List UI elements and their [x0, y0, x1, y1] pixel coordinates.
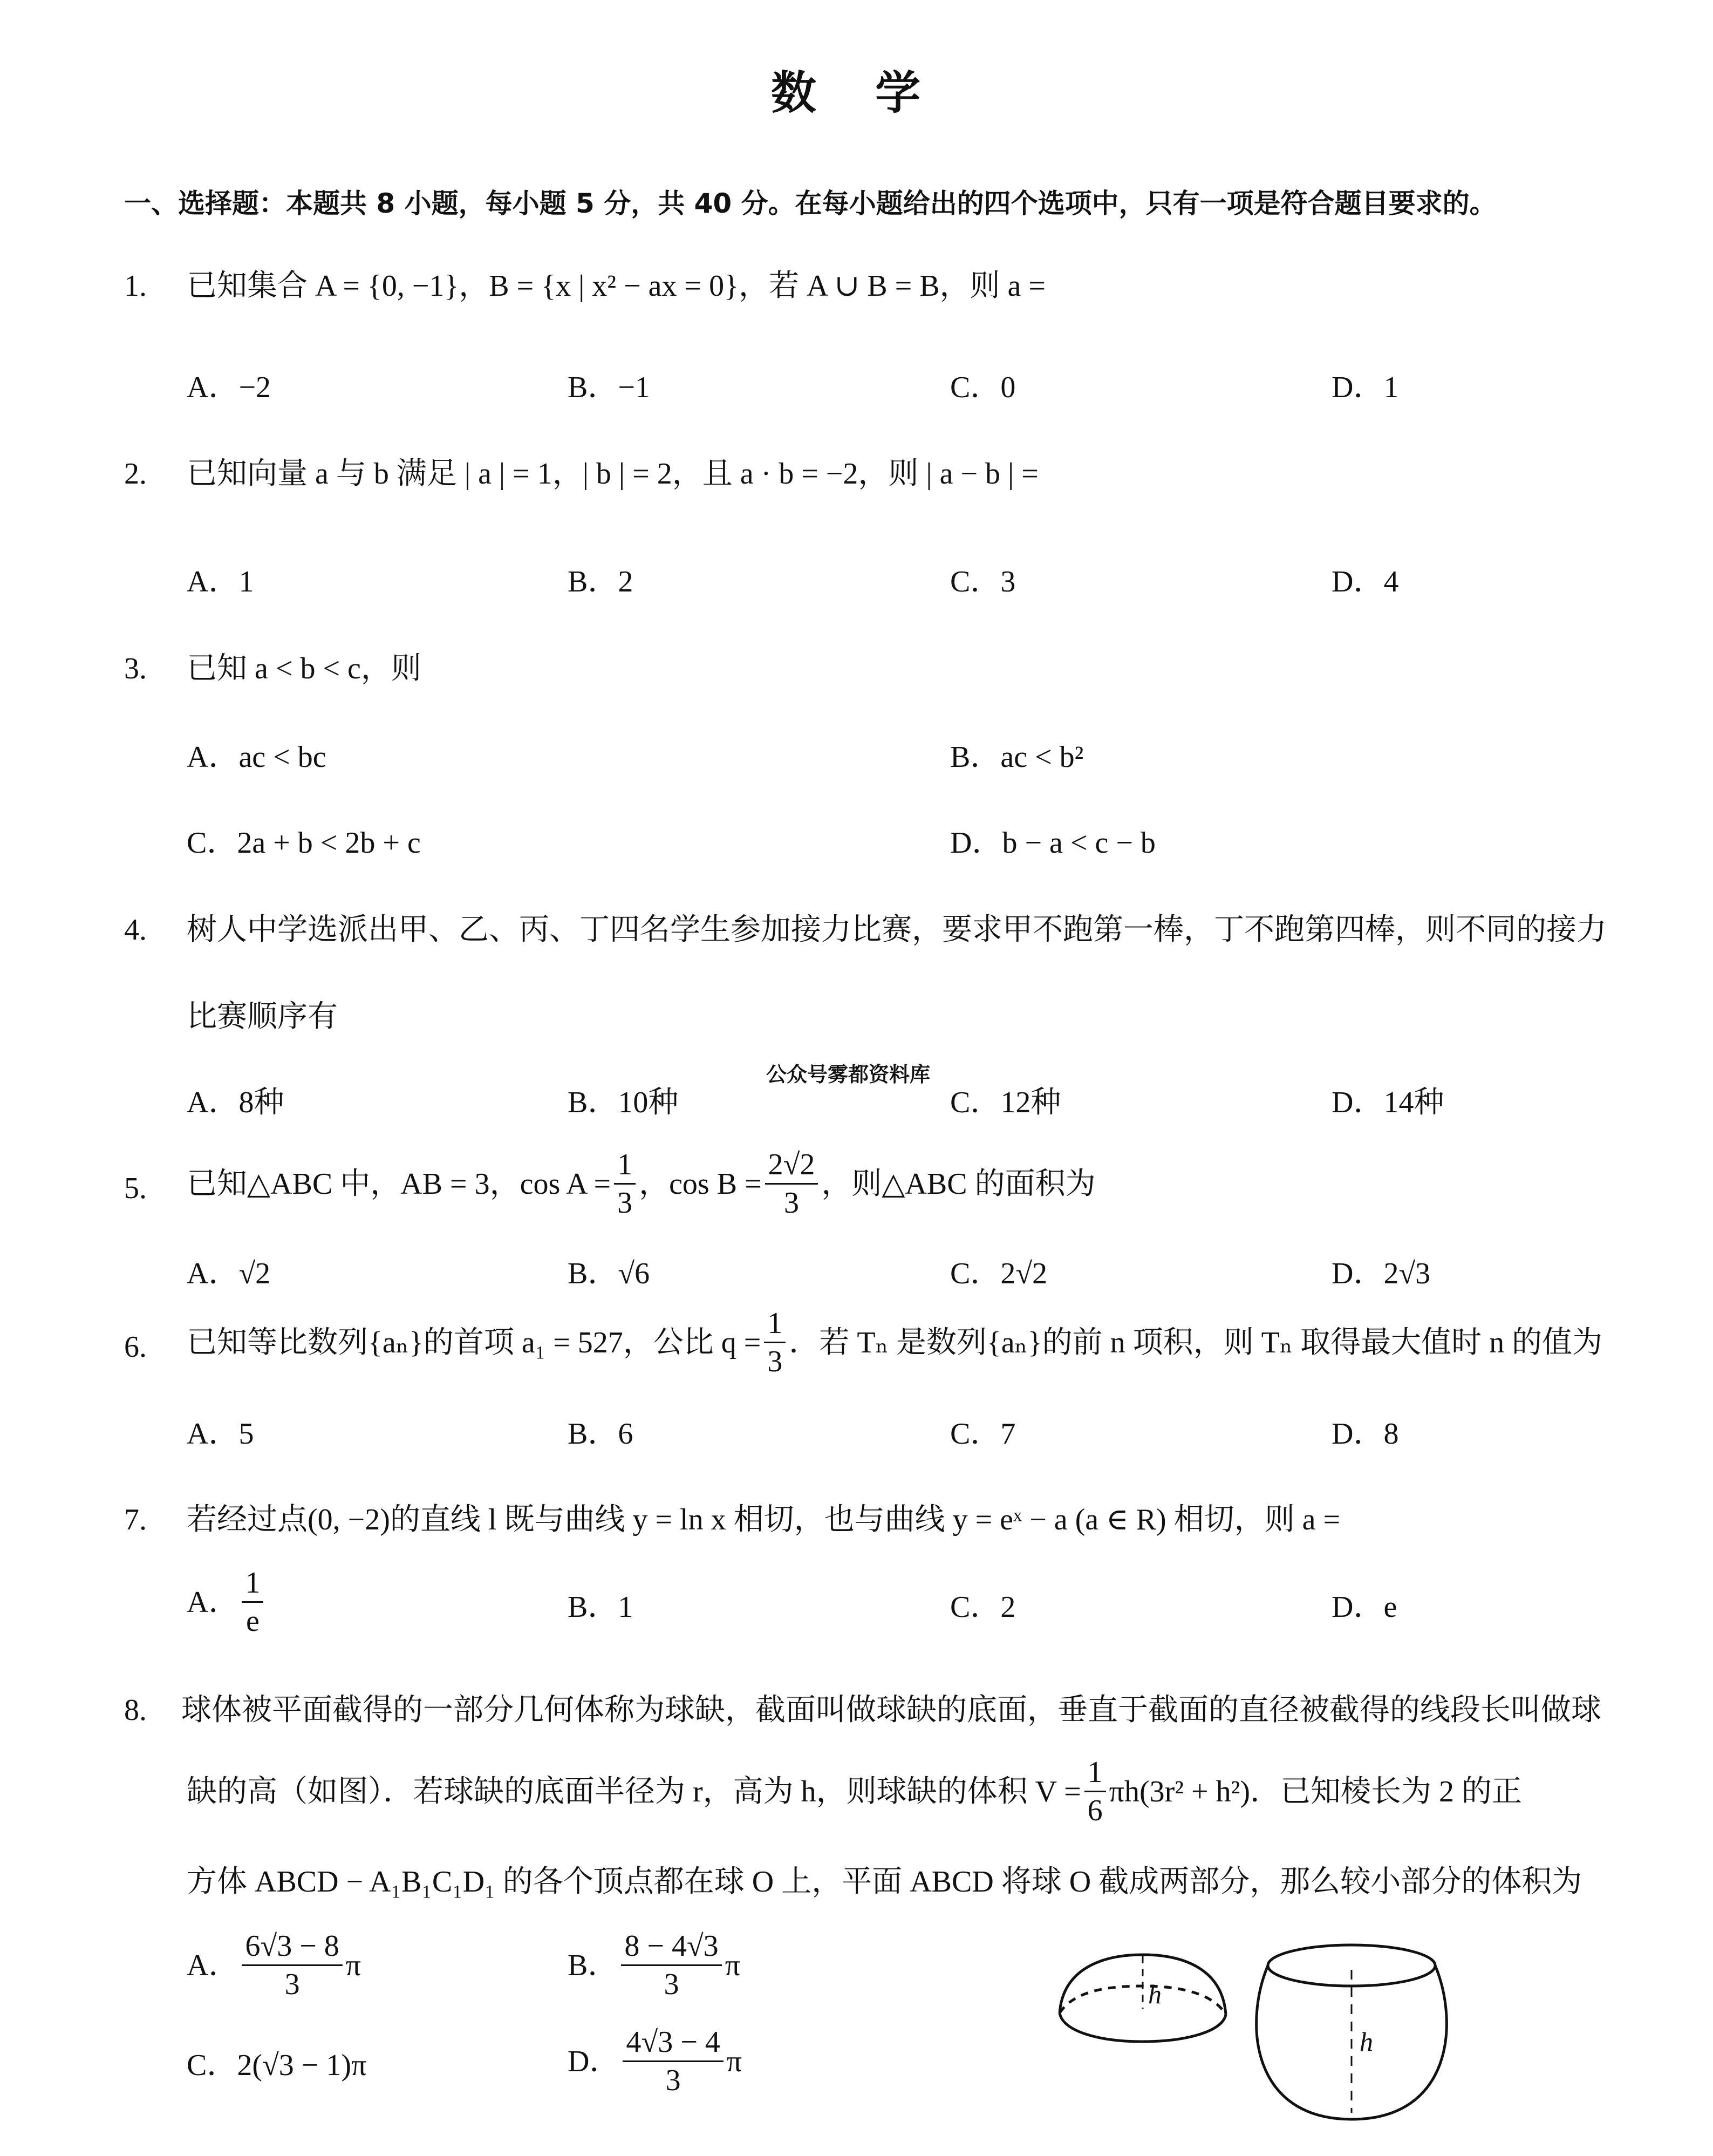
denominator: 3	[784, 1186, 800, 1220]
option-suffix: π	[726, 2044, 742, 2078]
q5-option-a: A．√2	[187, 1257, 271, 1290]
option-suffix: π	[345, 1948, 361, 1982]
q6-number: 6.	[124, 1330, 147, 1364]
numerator: 1	[1084, 1757, 1106, 1792]
q8-option-b	[568, 1931, 740, 1999]
q5-option-c: C．2√2	[950, 1257, 1048, 1290]
q8-line2-part2: πh(3r² + h²)．已知棱长为 2 的正	[1109, 1774, 1523, 1808]
option-label: D．	[568, 2044, 620, 2078]
q2-number: 2.	[124, 457, 147, 491]
q4-number: 4.	[124, 913, 147, 947]
q8-stem-line2	[187, 1757, 1522, 1826]
q7-option-d: D．e	[1332, 1590, 1397, 1624]
q6-stem-part2: ．若 Tₙ 是数列{aₙ}的前 n 项积，则 Tₙ 取得最大值时 n 的值为	[789, 1325, 1603, 1359]
q4-option-a: A．8种	[187, 1086, 284, 1119]
denominator: 3	[284, 1968, 300, 2001]
q8-option-d	[568, 2027, 742, 2096]
q2-option-b: B．2	[568, 565, 633, 598]
q1-option-c: C．0	[950, 371, 1016, 404]
denominator: 3	[617, 1186, 633, 1220]
q6-option-a: A．5	[187, 1417, 254, 1451]
option-fraction	[242, 1931, 342, 1999]
option-label: A．	[187, 1585, 239, 1619]
q5-option-d: D．2√3	[1332, 1257, 1431, 1290]
spherical-cap-figure	[1025, 1916, 1619, 2153]
option-suffix: π	[725, 1948, 740, 1982]
q7-fraction-1-over-e	[242, 1568, 263, 1636]
q3-number: 3.	[124, 652, 147, 685]
q3-stem: 已知 a < b < c，则	[187, 652, 421, 685]
denominator: e	[246, 1604, 260, 1638]
cap-height-label: h	[1148, 1979, 1162, 2009]
q8-number: 8.	[124, 1693, 147, 1727]
q6-stem-part1: 已知等比数列{aₙ}的首项 a₁ = 527，公比 q =	[187, 1325, 761, 1359]
numerator: 1	[614, 1150, 636, 1185]
q6-option-c: C．7	[950, 1417, 1016, 1451]
q7-option-a	[187, 1568, 267, 1636]
q5-fraction-cosA	[614, 1150, 636, 1218]
q5-option-b: B．√6	[568, 1257, 650, 1290]
q4-option-c: C．12种	[950, 1086, 1061, 1119]
q4-option-b: B．10种	[568, 1086, 679, 1119]
q7-option-c: C．2	[950, 1590, 1016, 1624]
page-title: 数 学	[770, 66, 943, 119]
option-label: B．	[568, 1948, 618, 1982]
segment-height-label: h	[1360, 2026, 1373, 2057]
q6-option-d: D．8	[1332, 1417, 1399, 1451]
q5-number: 5.	[124, 1172, 147, 1205]
q7-number: 7.	[124, 1503, 147, 1536]
q8-line2-part1: 缺的高（如图）．若球缺的底面半径为 r，高为 h，则球缺的体积 V =	[187, 1774, 1081, 1808]
q8-stem-line1: 球体被平面截得的一部分几何体称为球缺，截面叫做球缺的底面，垂直于截面的直径被截得的线段长叫做球	[181, 1693, 1601, 1727]
q5-stem-part1: 已知△ABC 中，AB = 3，cos A =	[187, 1167, 611, 1201]
q7-stem: 若经过点(0, −2)的直线 l 既与曲线 y = ln x 相切，也与曲线 y = eˣ − a (a ∈ R) 相切，则 a =	[187, 1503, 1341, 1536]
numerator: 2√2	[765, 1150, 818, 1185]
denominator: 3	[767, 1345, 783, 1378]
q1-option-d: D．1	[1332, 371, 1399, 404]
numerator: 1	[764, 1308, 786, 1343]
q1-option-a: A．−2	[187, 371, 271, 404]
q4-option-d: D．14种	[1332, 1086, 1444, 1119]
numerator: 6√3 − 8	[242, 1931, 342, 1966]
denominator: 3	[665, 2064, 681, 2097]
denominator: 6	[1087, 1794, 1103, 1827]
q8-option-c: C．2(√3 − 1)π	[187, 2049, 367, 2082]
numerator: 8 − 4√3	[621, 1931, 721, 1966]
q2-option-a: A．1	[187, 565, 254, 598]
q5-stem-part2: ，cos B =	[639, 1167, 762, 1201]
section-heading: 一、选择题：本题共 8 小题，每小题 5 分，共 40 分。在每小题给出的四个选项中，只有一项是符合题目要求的。	[124, 188, 1497, 219]
q5-stem-part3: ，则△ABC 的面积为	[821, 1167, 1096, 1201]
q8-fraction-1-over-6	[1084, 1757, 1106, 1826]
q8-option-a	[187, 1931, 361, 1999]
q4-stem-line1: 树人中学选派出甲、乙、丙、丁四名学生参加接力比赛，要求甲不跑第一棒，丁不跑第四棒，则不同的接力	[187, 913, 1607, 947]
q2-option-c: C．3	[950, 565, 1016, 598]
option-fraction	[621, 1931, 721, 1999]
q3-option-d: D．b − a < c − b	[950, 826, 1156, 860]
large-spherical-segment	[1257, 1945, 1447, 2119]
q6-option-b: B．6	[568, 1417, 633, 1451]
denominator: 3	[664, 1968, 679, 2001]
q1-option-b: B．−1	[568, 371, 650, 404]
small-spherical-cap	[1060, 1955, 1226, 2042]
option-label: A．	[187, 1948, 239, 1982]
q8-stem-line3: 方体 ABCD − A₁B₁C₁D₁ 的各个顶点都在球 O 上，平面 ABCD 将球 O 截成两部分，那么较小部分的体积为	[187, 1865, 1582, 1899]
q5-stem	[187, 1150, 1096, 1218]
numerator: 4√3 − 4	[623, 2027, 723, 2062]
q2-stem: 已知向量 a 与 b 满足 | a | = 1，| b | = 2，且 a · b = −2，则 | a − b | =	[187, 457, 1039, 491]
watermark: 公众号雾都资料库	[766, 1063, 931, 1086]
option-fraction	[623, 2027, 723, 2096]
q3-option-a: A．ac < bc	[187, 740, 326, 774]
q2-option-d: D．4	[1332, 565, 1399, 598]
q4-stem-line2: 比赛顺序有	[187, 1000, 338, 1033]
q1-stem: 已知集合 A = {0, −1}，B = {x | x² − ax = 0}，若 A ∪ B = B，则 a =	[187, 269, 1046, 303]
q5-fraction-cosB	[765, 1150, 818, 1218]
q3-option-b: B．ac < b²	[950, 740, 1084, 774]
q6-stem	[187, 1308, 1602, 1377]
q3-option-c: C．2a + b < 2b + c	[187, 826, 421, 860]
q6-fraction-q	[764, 1308, 786, 1377]
q7-option-b: B．1	[568, 1590, 633, 1624]
numerator: 1	[242, 1568, 263, 1603]
q1-number: 1.	[124, 269, 147, 303]
